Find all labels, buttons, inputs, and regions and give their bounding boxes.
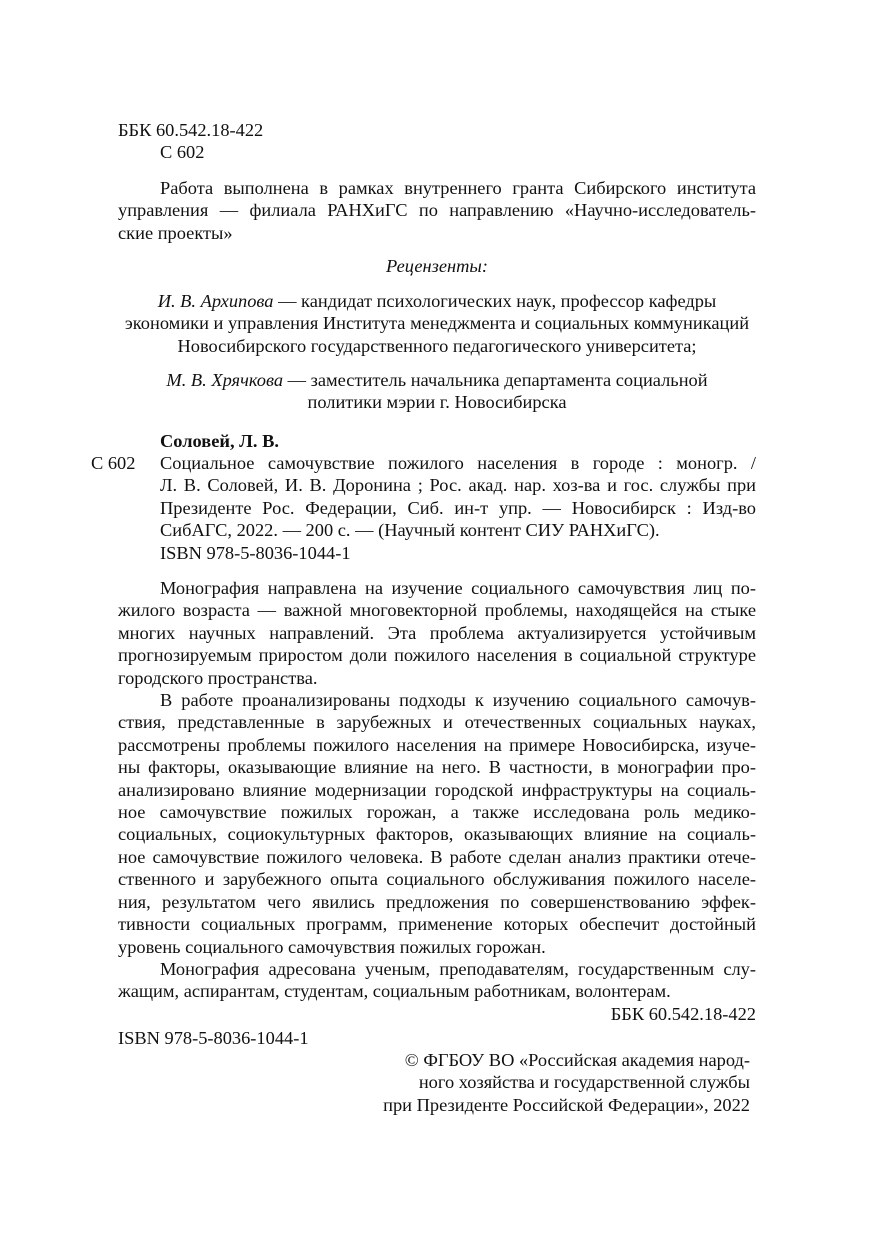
reviewer-1-name: И. В. Архипова bbox=[157, 291, 274, 311]
abstract-line: прогнозируемым приростом доли пожилого населения в социальной структуре bbox=[118, 645, 756, 666]
reviewer-2 bbox=[100, 369, 774, 414]
copyright-line: при Президенте Российской Федерации», 2022 bbox=[383, 1094, 750, 1115]
abstract-line: ственного и зарубежного опыта социального обслуживания пожилого населе- bbox=[118, 869, 756, 890]
footer-isbn: ISBN 978-5-8036-1044-1 bbox=[118, 1028, 309, 1048]
grant-statement bbox=[118, 177, 756, 244]
copyright-line: © ФГБОУ ВО «Российская академия народ- bbox=[404, 1050, 750, 1070]
abstract-line: жилого возраста — важной многовекторной проблемы, находящейся на стыке bbox=[118, 600, 756, 621]
abstract-line: городского пространства. bbox=[118, 667, 318, 688]
abstract-line: рассмотрены проблемы пожилого населения на примере Новосибирска, изуче- bbox=[118, 734, 756, 755]
grant-line: ские проекты» bbox=[118, 222, 233, 243]
abstract-line: анализировано влияние модернизации городской инфраструктуры на социаль- bbox=[118, 779, 756, 800]
abstract-line: тивности социальных программ, применение которых обеспечит достойный bbox=[118, 914, 756, 935]
abstract-paragraph-2 bbox=[118, 689, 756, 958]
reviewer-2-name: М. В. Хрячкова bbox=[166, 370, 284, 390]
bbk-index: ББК 60.542.18-422 bbox=[118, 120, 264, 140]
catalog-code: С 602 bbox=[91, 453, 136, 473]
abstract-line: уровень социального самочувствия пожилых горожан. bbox=[118, 936, 546, 957]
abstract-line: социальных, социокультурных факторов, оказывающих влияние на социаль- bbox=[118, 824, 756, 845]
abstract-line: ствия, представленные в зарубежных и отечественных социальных науках, bbox=[118, 712, 756, 733]
catalog-description bbox=[160, 452, 756, 564]
reviewer-1-line: экономики и управления Института менеджмента и социальных коммуникаций bbox=[124, 313, 750, 334]
catalog-line: СибАГС, 2022. — 200 с. — (Научный контент СИУ РАНХиГС). bbox=[160, 520, 660, 541]
abstract-paragraph-3 bbox=[118, 958, 756, 1003]
abstract-line: ное самочувствие пожилого человека. В работе сделан анализ практики отече- bbox=[118, 846, 756, 867]
abstract-line: Монография направлена на изучение социального самочувствия лиц по- bbox=[160, 578, 756, 598]
catalog-line: Социальное самочувствие пожилого населения в городе : моногр. / bbox=[160, 453, 756, 473]
catalog-line: Президенте Рос. Федерации, Сиб. ин-т упр. — Новосибирск : Изд-во bbox=[160, 497, 756, 518]
abstract-line: ны факторы, оказывающие влияние на него. В частности, в монографии про- bbox=[118, 757, 756, 778]
abstract-line: ное самочувствие пожилых горожан, а также исследована роль медико- bbox=[118, 802, 756, 823]
catalog-author: Соловей, Л. В. bbox=[160, 431, 279, 451]
abstract-paragraph-1 bbox=[118, 577, 756, 689]
reviewer-1-line: Новосибирского государственного педагогического университета; bbox=[177, 335, 697, 356]
abstract-line: жащим, аспирантам, студентам, социальным работникам, волонтерам. bbox=[118, 981, 671, 1002]
abstract-line: В работе проанализированы подходы к изучению социального самочув- bbox=[160, 690, 756, 711]
grant-line: Работа выполнена в рамках внутреннего гранта Сибирского института bbox=[160, 178, 756, 198]
copyright-line: ного хозяйства и государственной службы bbox=[418, 1072, 750, 1093]
copyright-notice bbox=[300, 1049, 750, 1116]
abstract-bbk: ББК 60.542.18-422 bbox=[610, 1003, 756, 1024]
catalog-isbn: ISBN 978-5-8036-1044-1 bbox=[160, 542, 351, 563]
abstract-line: многих научных направлений. Эта проблема актуализируется устойчивым bbox=[118, 622, 756, 643]
abstract-line: ния, результатом чего явились предложения по совершенствованию эффек- bbox=[118, 891, 756, 912]
abstract-line: Монография адресована ученым, преподавателям, государственным слу- bbox=[160, 958, 756, 979]
author-mark: С 602 bbox=[160, 142, 205, 162]
reviewers-title: Рецензенты: bbox=[386, 256, 488, 276]
reviewer-2-line: политики мэрии г. Новосибирска bbox=[307, 392, 567, 413]
grant-line: управления — филиала РАНХиГС по направлению «Научно-исследователь- bbox=[118, 200, 756, 221]
reviewer-2-role: — заместитель начальника департамента социальной bbox=[283, 370, 708, 390]
abstract bbox=[118, 577, 756, 1025]
reviewer-1-role: — кандидат психологических наук, профессор кафедры bbox=[273, 291, 717, 311]
reviewer-1 bbox=[100, 290, 774, 357]
catalog-line: Л. В. Соловей, И. В. Доронина ; Рос. акад. нар. хоз-ва и гос. службы при bbox=[160, 475, 756, 496]
